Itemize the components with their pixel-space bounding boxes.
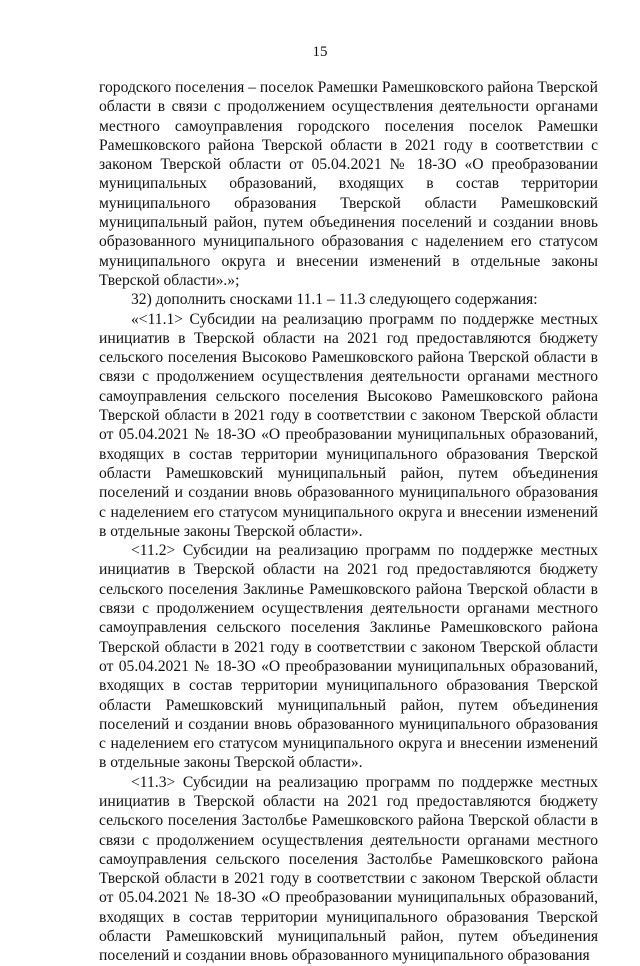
paragraph-item-32: 32) дополнить сносками 11.1 – 11.3 следующего содержания: <box>131 291 538 309</box>
footnote-11-1: «<11.1> Субсидии на реализацию программ по поддержке местных инициатив в Тверской области на 2021 год предоставляются бюджету сельского поселения Высоково Рамешковского района Тверской области в связи с продолжением осуществления деятельности органами местного самоуправления сельского поселения Высоково Рамешковского района Тверской области в 2021 году в соответствии с законом Тверской области от 05.04.2021 № 18-ЗО «О преобразовании муниципальных образований, входящих в состав территории муниципального образования Тверской области Рамешковский муниципальный район, путем объединения поселений и создании вновь образованного муниципального образования с наделением его статусом муниципального округа и внесении изменений в отдельные законы Тверской области». <box>99 310 598 540</box>
page-number: 15 <box>312 44 328 60</box>
document-body <box>99 78 598 966</box>
footnote-11-3: <11.3> Субсидии на реализацию программ по поддержке местных инициатив в Тверской области на 2021 год предоставляются бюджету сельского поселения Застолбье Рамешковского района Тверской области в связи с продолжением осуществления деятельности органами местного самоуправления сельского поселения Застолбье Рамешковского района Тверской области в 2021 году в соответствии с законом Тверской области от 05.04.2021 № 18-ЗО «О преобразовании муниципальных образований, входящих в состав территории муниципального образования Тверской области Рамешковский муниципальный район, путем объединения поселений и создании вновь образованного муниципального образования <box>99 773 598 965</box>
footnote-11-2: <11.2> Субсидии на реализацию программ по поддержке местных инициатив в Тверской области на 2021 год предоставляются бюджету сельского поселения Заклинье Рамешковского района Тверской области в связи с продолжением осуществления деятельности органами местного самоуправления сельского поселения Заклинье Рамешковского района Тверской области в 2021 году в соответствии с законом Тверской области от 05.04.2021 № 18-ЗО «О преобразовании муниципальных образований, входящих в состав территории муниципального образования Тверской области Рамешковский муниципальный район, путем объединения поселений и создании вновь образованного муниципального образования с наделением его статусом муниципального округа и внесении изменений в отдельные законы Тверской области». <box>99 542 598 772</box>
paragraph-continuation: городского поселения – поселок Рамешки Рамешковского района Тверской области в связи с продолжением осуществления деятельности органами местного самоуправления городского поселения поселок Рамешки Рамешковского района Тверской области в 2021 году в соответствии с законом Тверской области от 05.04.2021 № 18-ЗО «О преобразовании муниципальных образований, входящих в состав территории муниципального образования Тверской области Рамешковский муниципальный район, путем объединения поселений и создании вновь образованного муниципального образования с наделением его статусом муниципального округа и внесении изменений в отдельные законы Тверской области».»; <box>99 79 598 289</box>
